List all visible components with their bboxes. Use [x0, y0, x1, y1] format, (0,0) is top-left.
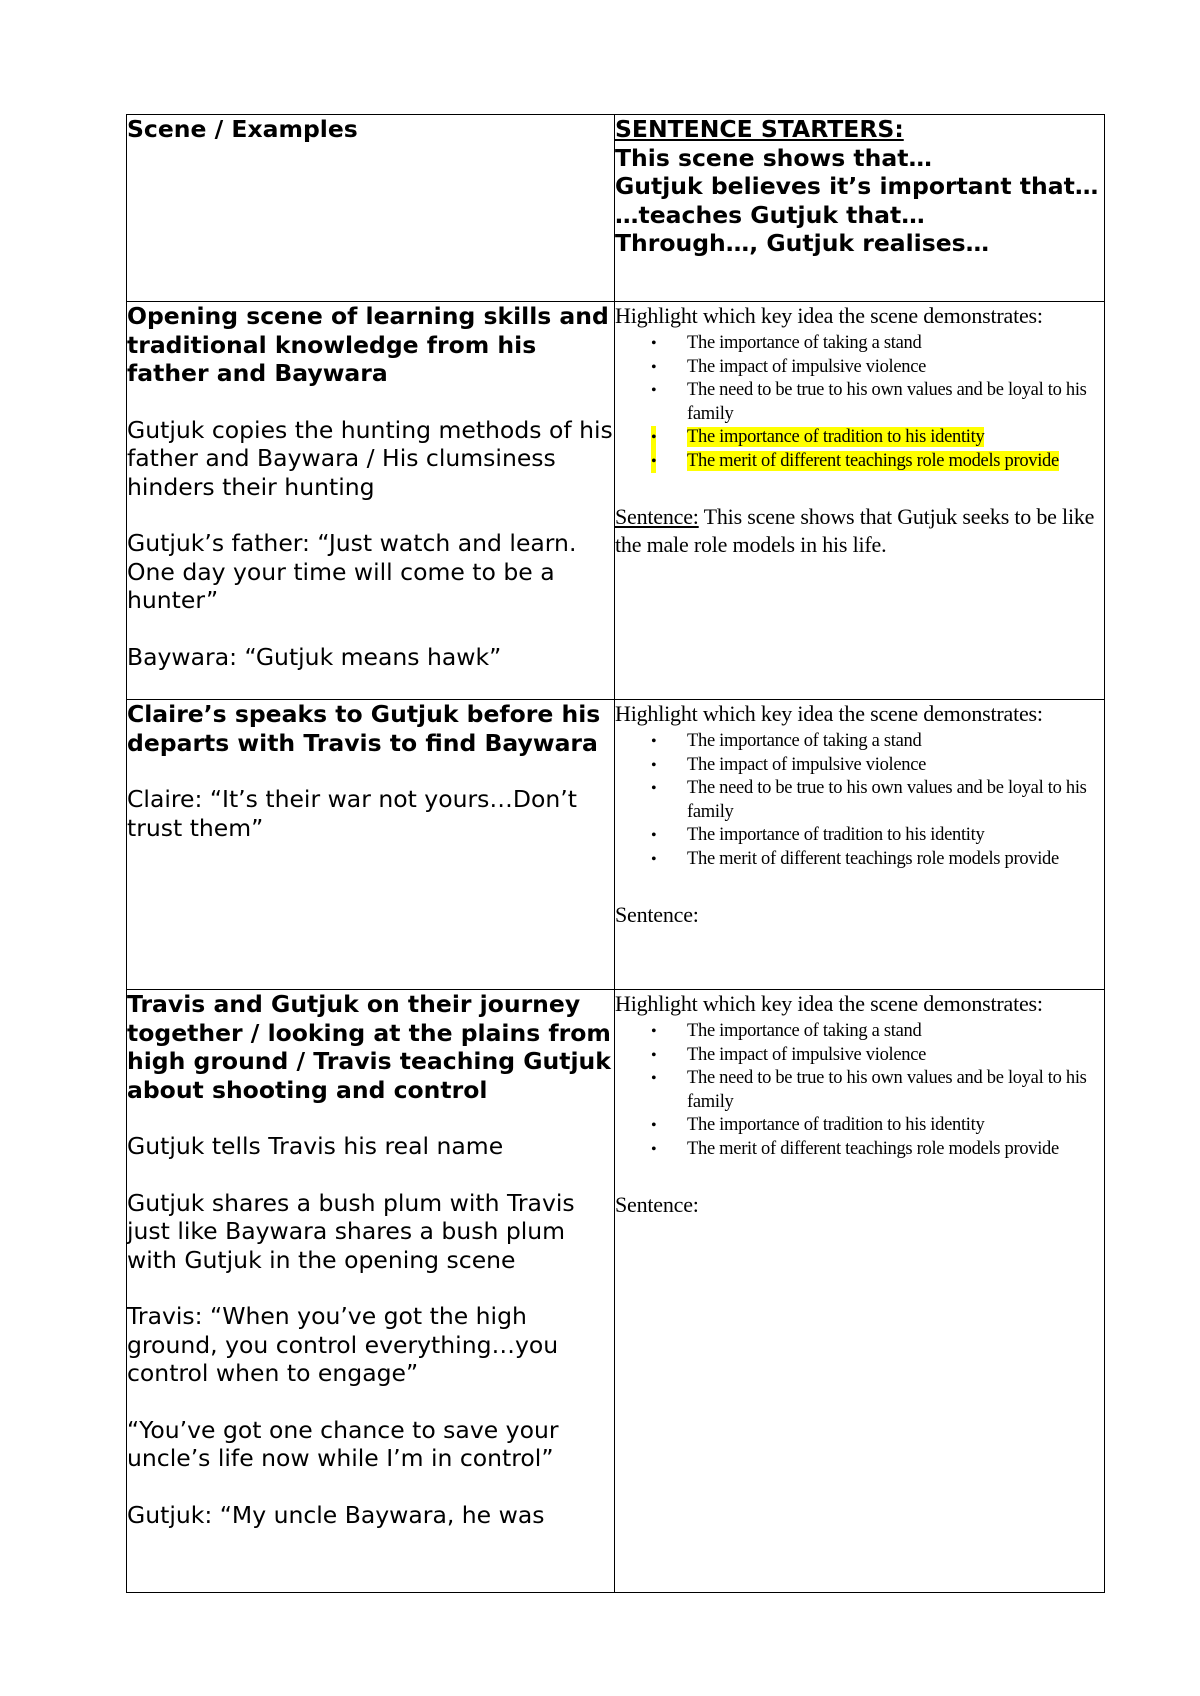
key-idea-item — [615, 824, 1104, 848]
scene-title: Opening scene of learning skills and traditional knowledge from his father and Baywara — [127, 302, 609, 387]
sentence-label: Sentence: — [615, 1192, 699, 1217]
bullet-icon: • — [651, 733, 657, 750]
scene-table — [126, 114, 1105, 1593]
sentence-label: Sentence: — [615, 504, 699, 529]
key-ideas-list — [615, 1020, 1104, 1161]
header-row — [127, 115, 1105, 302]
key-idea-text: The importance of tradition to his identity — [687, 427, 985, 447]
bullet-icon: • — [651, 335, 657, 352]
sentence-starters-title: SENTENCE STARTERS: — [615, 115, 904, 143]
scene-title: Travis and Gutjuk on their journey together / looking at the plains from high ground / Travis teaching Gutjuk about shooting and control — [127, 990, 611, 1104]
key-idea-item — [615, 1067, 1104, 1114]
analysis-cell — [615, 990, 1105, 1593]
sentence-answer — [615, 1191, 1104, 1219]
scene-example: Gutjuk’s father: “Just watch and learn. One day your time will come to be a hunter” — [127, 529, 577, 614]
scene-example: Gutjuk tells Travis his real name — [127, 1132, 504, 1160]
scene-title: Claire’s speaks to Gutjuk before his departs with Travis to find Baywara — [127, 700, 601, 757]
bullet-icon: • — [651, 827, 657, 844]
highlight-instruction: Highlight which key idea the scene demonstrates: — [615, 991, 1043, 1016]
scene-row — [127, 302, 1105, 700]
bullet-icon: • — [651, 1070, 657, 1087]
bullet-icon: • — [651, 382, 657, 399]
key-idea-text: The merit of different teachings role models provide — [687, 450, 1059, 471]
key-idea-item — [615, 1020, 1104, 1044]
key-ideas-list — [615, 730, 1104, 871]
sentence-answer — [615, 901, 1104, 929]
sentence-label: Sentence: — [615, 902, 699, 927]
key-idea-item — [615, 1138, 1104, 1162]
key-idea-text: The impact of impulsive violence — [687, 1044, 927, 1065]
key-idea-item — [615, 332, 1104, 356]
scene-cell — [127, 700, 615, 990]
highlight-instruction: Highlight which key idea the scene demonstrates: — [615, 303, 1043, 328]
scene-cell — [127, 990, 615, 1593]
scene-example: Claire: “It’s their war not yours…Don’t trust them” — [127, 785, 577, 842]
key-ideas-list — [615, 332, 1104, 473]
key-idea-item — [615, 356, 1104, 380]
key-idea-text: The need to be true to his own values and be loyal to his family — [687, 778, 1087, 822]
sentence-text: This scene shows that Gutjuk seeks to be like the male role models in his life. — [615, 504, 1095, 557]
scene-example: Travis: “When you’ve got the high ground, you control everything…you control when to engage” — [127, 1302, 559, 1387]
key-idea-text: The need to be true to his own values and be loyal to his family — [687, 1068, 1087, 1112]
header-left-cell — [127, 115, 615, 302]
bullet-icon: • — [651, 1046, 657, 1064]
column-heading-scene: Scene / Examples — [127, 115, 358, 143]
key-idea-item — [615, 754, 1104, 778]
starter-2: Gutjuk believes it’s important that… — [615, 172, 1099, 200]
bullet-icon: • — [651, 1140, 657, 1158]
bullet-icon: • — [651, 426, 656, 450]
key-idea-text: The importance of taking a stand — [687, 1021, 922, 1041]
key-idea-text: The impact of impulsive violence — [687, 356, 927, 377]
key-idea-text: The merit of different teachings role models provide — [687, 848, 1059, 869]
bullet-icon: • — [651, 1023, 657, 1040]
bullet-icon: • — [651, 780, 657, 797]
sentence-answer — [615, 503, 1104, 559]
header-right-cell — [615, 115, 1105, 302]
key-idea-item — [615, 777, 1104, 824]
scene-example: Baywara: “Gutjuk means hawk” — [127, 642, 502, 671]
key-idea-text: The importance of tradition to his identity — [687, 1115, 985, 1135]
analysis-cell — [615, 302, 1105, 700]
bullet-icon: • — [651, 1117, 657, 1134]
scene-row — [127, 990, 1105, 1593]
key-idea-item — [615, 848, 1104, 872]
bullet-icon: • — [651, 450, 656, 474]
key-idea-item — [615, 1044, 1104, 1068]
starter-4: Through…, Gutjuk realises… — [615, 229, 990, 257]
key-idea-item — [615, 379, 1104, 426]
analysis-cell — [615, 700, 1105, 990]
scene-example: Gutjuk: “My uncle Baywara, he was — [127, 1500, 545, 1529]
scene-example: Gutjuk shares a bush plum with Travis just like Baywara shares a bush plum with Gutjuk in the opening scene — [127, 1188, 575, 1274]
bullet-icon: • — [651, 756, 657, 774]
sentence-starters — [615, 115, 1104, 258]
starter-3: …teaches Gutjuk that… — [615, 200, 925, 229]
bullet-icon: • — [651, 358, 657, 376]
key-idea-item — [615, 730, 1104, 754]
scene-row — [127, 700, 1105, 990]
key-idea-item — [615, 450, 1104, 474]
key-idea-text: The merit of different teachings role models provide — [687, 1138, 1059, 1159]
scene-example: Gutjuk copies the hunting methods of his father and Baywara / His clumsiness hinders their hunting — [127, 415, 613, 501]
scene-cell — [127, 302, 615, 700]
key-idea-item — [615, 1114, 1104, 1138]
key-idea-text: The importance of taking a stand — [687, 333, 922, 353]
key-idea-text: The importance of tradition to his identity — [687, 825, 985, 845]
key-idea-text: The need to be true to his own values and be loyal to his family — [687, 380, 1087, 424]
bullet-icon: • — [651, 850, 657, 868]
key-idea-text: The importance of taking a stand — [687, 731, 922, 751]
key-idea-item — [615, 426, 1104, 450]
key-idea-text: The impact of impulsive violence — [687, 754, 927, 775]
starter-1: This scene shows that… — [615, 143, 932, 172]
scene-example: “You’ve got one chance to save your uncle’s life now while I’m in control” — [127, 1415, 559, 1472]
highlight-instruction: Highlight which key idea the scene demonstrates: — [615, 701, 1043, 726]
